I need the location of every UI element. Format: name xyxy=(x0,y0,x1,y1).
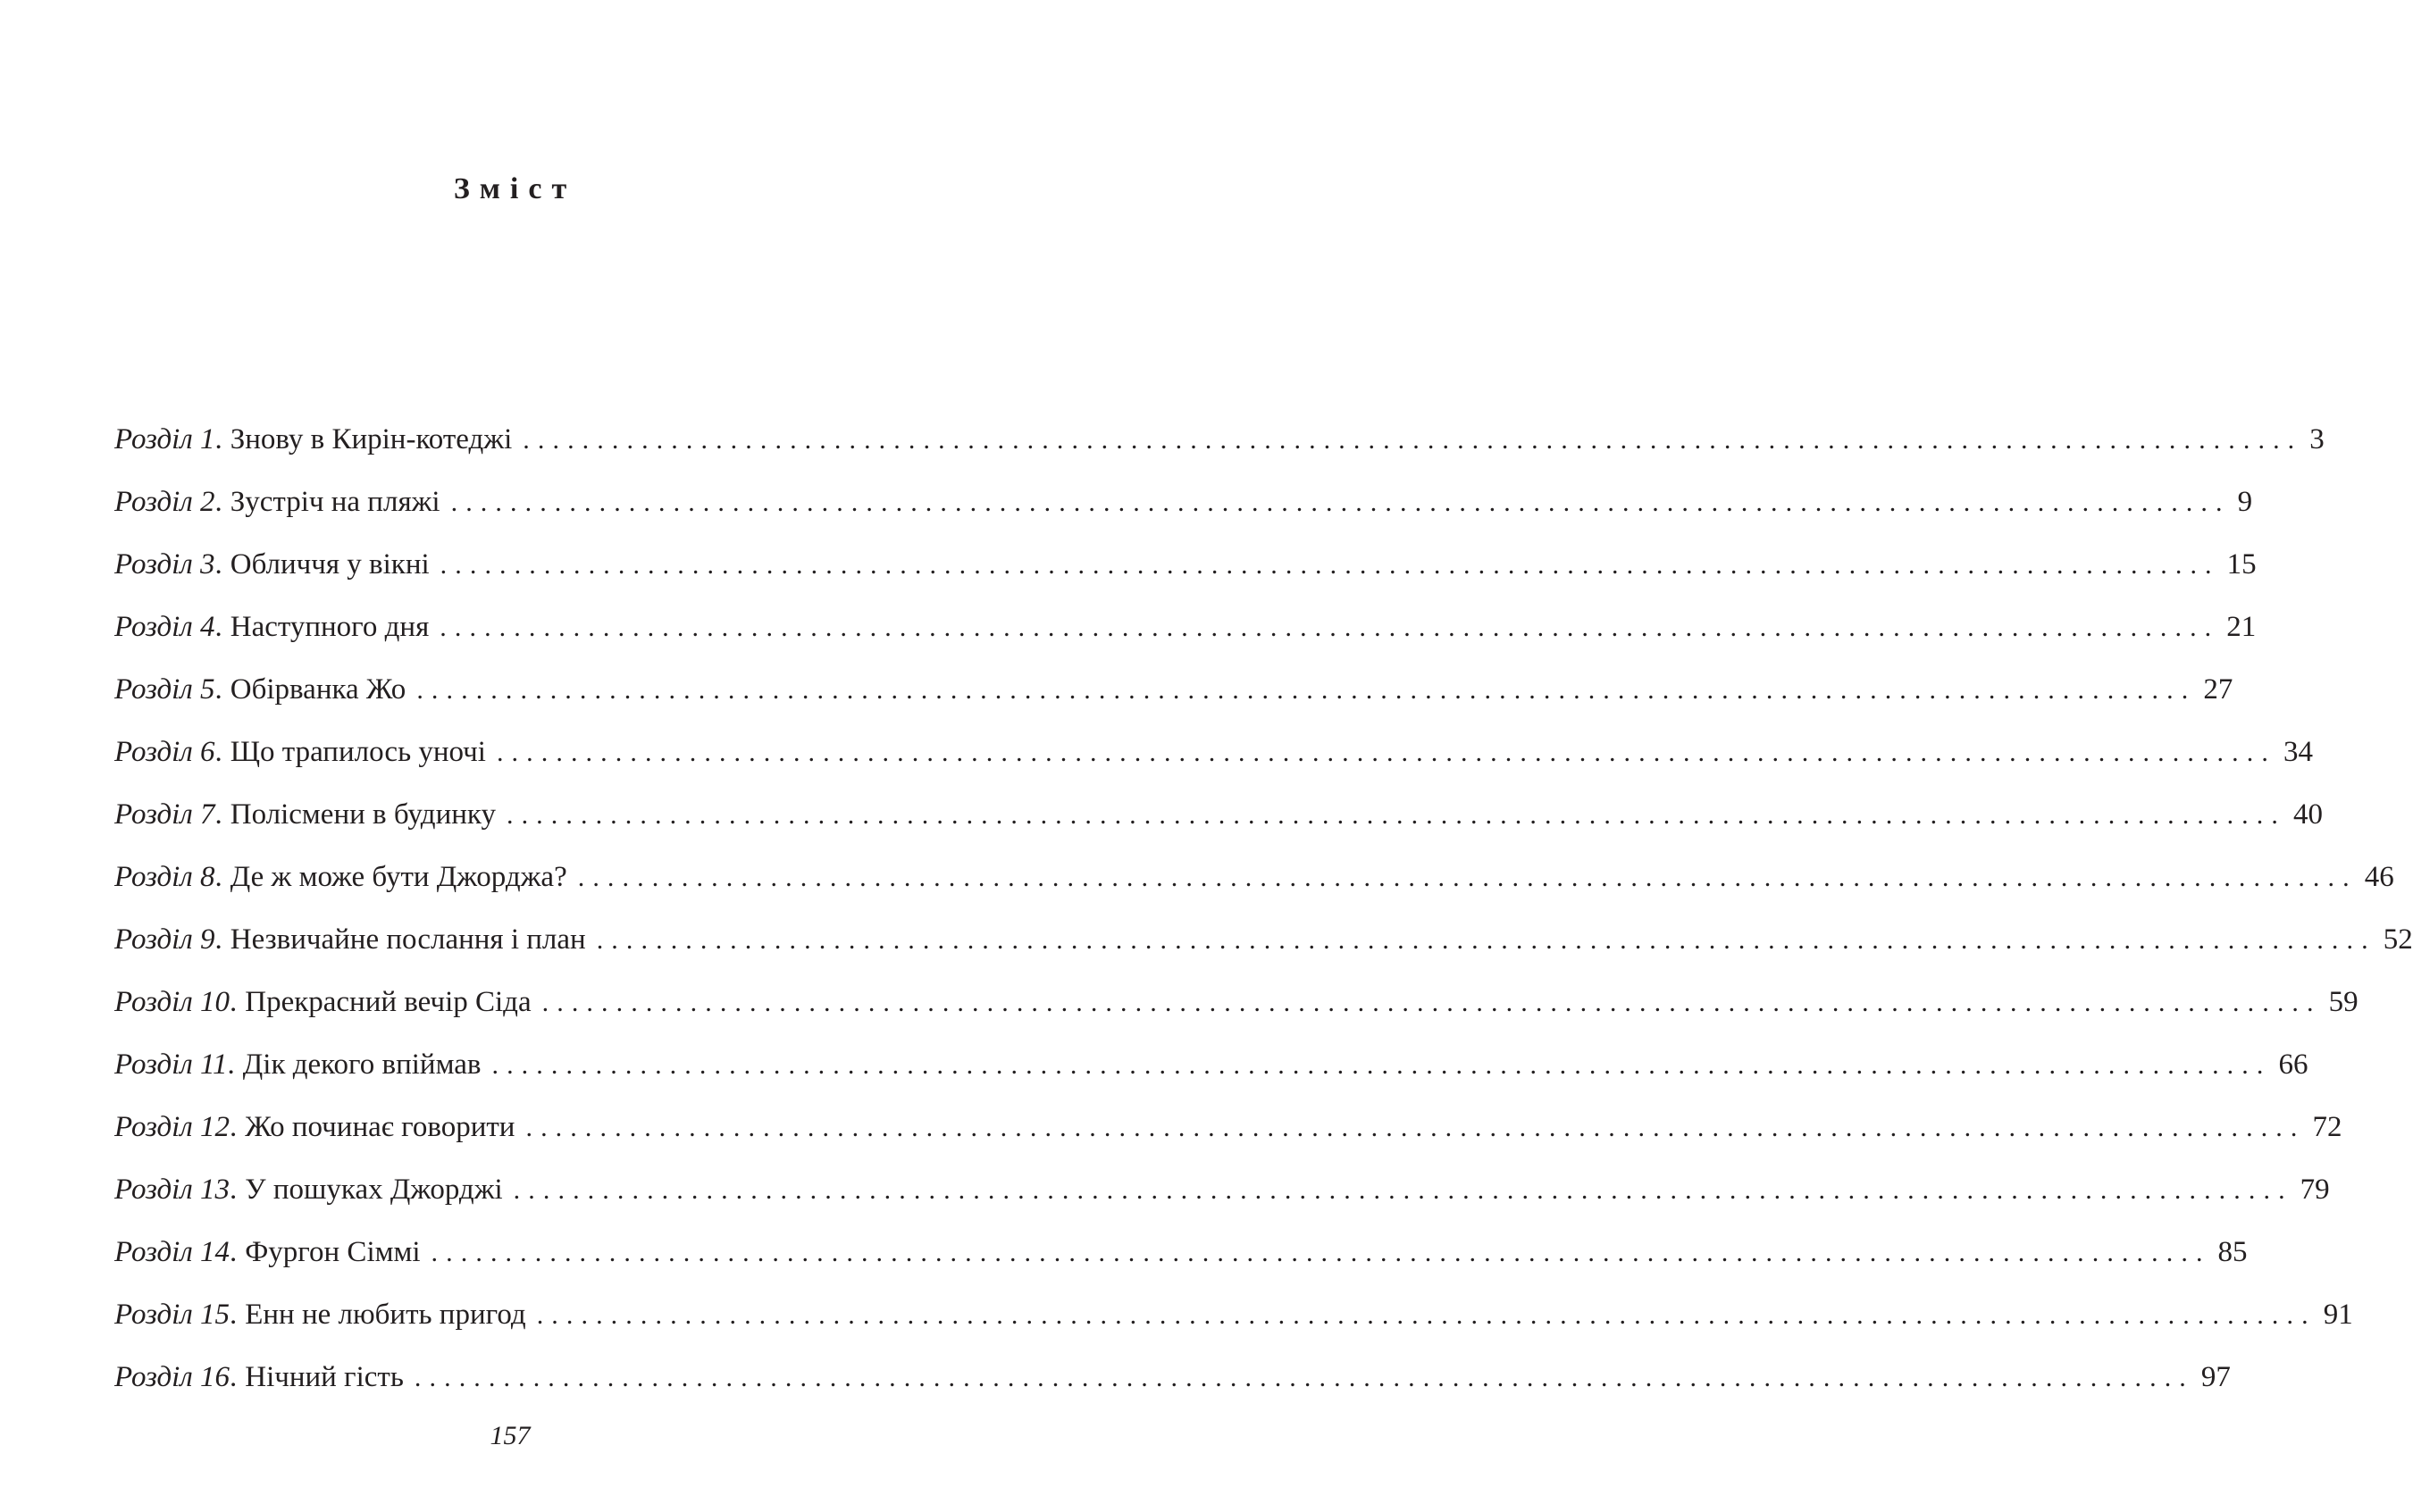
toc-entry: Розділ 3 . Обличчя у вікні ........................................................................................................................ 15 xyxy=(114,545,911,607)
chapter-title: У пошуках Джорджі xyxy=(245,1174,503,1206)
chapter-title: Незвичайне послання і план xyxy=(230,923,586,956)
toc-entry: Розділ 11 . Дік декого впіймав ........................................................................................................................ 66 xyxy=(114,1045,911,1107)
page-number: 72 xyxy=(2312,1111,2342,1143)
chapter-title: Що трапилось уночі xyxy=(230,736,486,768)
dot-leader: ........................................................................................................................ xyxy=(450,488,2231,517)
toc-entry: Розділ 13 . У пошуках Джорджі ........................................................................................................................ 79 xyxy=(114,1170,911,1232)
table-of-contents xyxy=(114,420,2413,1420)
page-number: 9 xyxy=(2237,486,2253,518)
chapter-label: Розділ 16 xyxy=(114,1361,230,1393)
page-number: 34 xyxy=(2283,736,2313,768)
dot-leader: ........................................................................................................................ xyxy=(541,988,2322,1017)
chapter-title: Дік декого впіймав xyxy=(242,1048,482,1081)
toc-entry: Розділ 5 . Обірванка Жо ........................................................................................................................ 27 xyxy=(114,670,911,732)
chapter-label: Розділ 11 xyxy=(114,1048,228,1081)
chapter-title: Обличчя у вікні xyxy=(230,548,430,581)
chapter-label: Розділ 9 xyxy=(114,923,215,956)
dot-leader: ........................................................................................................................ xyxy=(506,800,2286,830)
dot-leader: ........................................................................................................................ xyxy=(414,1363,2194,1392)
toc-entry: Розділ 12 . Жо починає говорити ........................................................................................................................ 72 xyxy=(114,1107,911,1170)
toc-entry: Розділ 10 . Прекрасний вечір Сіда ........................................................................................................................ 59 xyxy=(114,982,911,1045)
chapter-label: Розділ 6 xyxy=(114,736,215,768)
chapter-label: Розділ 8 xyxy=(114,861,215,893)
chapter-title: Енн не любить пригод xyxy=(245,1299,526,1331)
chapter-label: Розділ 3 xyxy=(114,548,215,581)
dot-leader: ........................................................................................................................ xyxy=(523,425,2303,455)
dot-leader: ........................................................................................................................ xyxy=(513,1175,2293,1205)
page-number: 40 xyxy=(2292,798,2323,831)
toc-entry: Розділ 4 . Наступного дня ........................................................................................................................ 21 xyxy=(114,607,911,670)
chapter-title: Полісмени в будинку xyxy=(230,798,496,831)
page-number: 97 xyxy=(2200,1361,2231,1393)
dot-leader: ........................................................................................................................ xyxy=(416,675,2197,705)
chapter-title: Прекрасний вечір Сіда xyxy=(245,986,532,1018)
toc-entry: Розділ 2 . Зустріч на пляжі ........................................................................................................................ 9 xyxy=(114,482,911,545)
dot-leader: ........................................................................................................................ xyxy=(596,925,2376,955)
page-folio: 157 xyxy=(490,1421,531,1450)
page-number: 79 xyxy=(2300,1174,2330,1206)
toc-entry: Розділ 14 . Фургон Сіммі ........................................................................................................................ 85 xyxy=(114,1232,911,1295)
chapter-label: Розділ 15 xyxy=(114,1299,230,1331)
chapter-label: Розділ 4 xyxy=(114,611,215,643)
chapter-label: Розділ 14 xyxy=(114,1236,230,1268)
chapter-title: Де ж може бути Джорджа? xyxy=(230,861,567,893)
dot-leader: ........................................................................................................................ xyxy=(440,550,2220,580)
page-number: 27 xyxy=(2203,673,2233,706)
dot-leader: ........................................................................................................................ xyxy=(431,1238,2211,1267)
chapter-label: Розділ 10 xyxy=(114,986,230,1018)
toc-entry: Розділ 8 . Де ж може бути Джорджа? ........................................................................................................................ 46 xyxy=(114,857,911,920)
toc-entry: Розділ 7 . Полісмени в будинку ........................................................................................................................ 40 xyxy=(114,795,911,857)
chapter-label: Розділ 13 xyxy=(114,1174,230,1206)
page-number: 91 xyxy=(2323,1299,2353,1331)
dot-leader: ........................................................................................................................ xyxy=(536,1300,2317,1330)
dot-leader: ........................................................................................................................ xyxy=(440,613,2220,642)
toc-entry: Розділ 1 . Знову в Кирін-котеджі ........................................................................................................................ 3 xyxy=(114,420,911,482)
toc-entry: Розділ 6 . Що трапилось уночі ........................................................................................................................ 34 xyxy=(114,732,911,795)
toc-entry: Розділ 9 . Незвичайне послання і план ........................................................................................................................ 52 xyxy=(114,920,911,982)
page-number: 21 xyxy=(2226,611,2257,643)
toc-entry: Розділ 15 . Енн не любить пригод ........................................................................................................................ 91 xyxy=(114,1295,911,1357)
dot-leader: ........................................................................................................................ xyxy=(525,1113,2306,1142)
dot-leader: ........................................................................................................................ xyxy=(577,863,2358,892)
page-title: Зміст xyxy=(453,172,577,205)
page-number: 85 xyxy=(2217,1236,2248,1268)
chapter-label: Розділ 2 xyxy=(114,486,215,518)
chapter-label: Розділ 7 xyxy=(114,798,215,831)
page-number: 15 xyxy=(2226,548,2257,581)
chapter-title: Знову в Кирін-котеджі xyxy=(230,423,513,455)
chapter-title: Наступного дня xyxy=(230,611,430,643)
chapter-label: Розділ 12 xyxy=(114,1111,230,1143)
toc-entry: Розділ 16 . Нічний гість ........................................................................................................................ 97 xyxy=(114,1357,911,1420)
chapter-title: Фургон Сіммі xyxy=(245,1236,421,1268)
page-number: 46 xyxy=(2364,861,2394,893)
page-number: 59 xyxy=(2328,986,2359,1018)
dot-leader: ........................................................................................................................ xyxy=(496,738,2276,767)
dot-leader: ........................................................................................................................ xyxy=(491,1050,2272,1080)
page-number: 52 xyxy=(2383,923,2413,956)
chapter-title: Обірванка Жо xyxy=(230,673,406,706)
chapter-title: Жо починає говорити xyxy=(245,1111,515,1143)
page-number: 66 xyxy=(2278,1048,2308,1081)
chapter-title: Нічний гість xyxy=(245,1361,404,1393)
chapter-label: Розділ 1 xyxy=(114,423,215,455)
chapter-label: Розділ 5 xyxy=(114,673,215,706)
chapter-title: Зустріч на пляжі xyxy=(230,486,440,518)
page-number: 3 xyxy=(2309,423,2325,455)
